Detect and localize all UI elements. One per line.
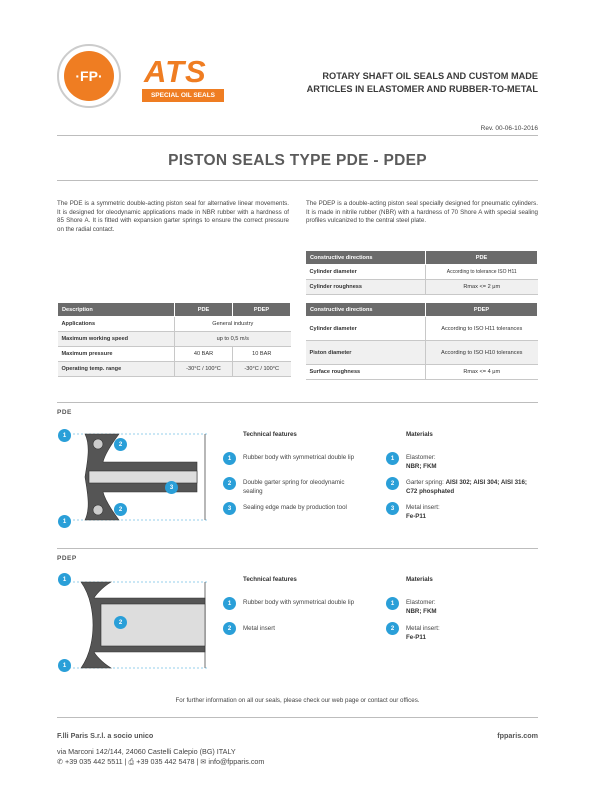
feature-number: 2 (223, 622, 236, 635)
table-header: Constructive directions (306, 303, 426, 317)
table-header: PDEP (426, 303, 538, 317)
material-label: Elastomer: (406, 454, 436, 461)
feature-text: Rubber body with symmetrical double lip (243, 454, 355, 461)
address: via Marconi 142/144, 24060 Castelli Calepio (BG) ITALY (57, 747, 236, 756)
pde-materials-title: Materials (406, 431, 433, 438)
ats-logo-subtitle: SPECIAL OIL SEALS (142, 89, 224, 102)
fax-icon: ⎙ (128, 757, 135, 766)
material-label: Metal insert: (406, 504, 440, 511)
table-header: PDE (175, 303, 233, 317)
contact-line: ✆ +39 035 442 5511 | ⎙ +39 035 442 5478 | ✉ info@fpparis.com (57, 757, 265, 766)
revision: Rev. 00-06-10-2016 (480, 125, 538, 132)
callout-marker: 2 (114, 616, 127, 629)
table-pdep-constructive (305, 302, 538, 380)
table-cell: Maximum pressure (58, 347, 175, 362)
material-label: Metal insert: (406, 625, 440, 632)
callout-marker: 3 (165, 481, 178, 494)
material-value: Fe-P11 (406, 512, 426, 520)
material-item (406, 599, 536, 616)
intro-pde: The PDE is a symmetric double-acting piston seal for alternative linear movements. It is designed for oleodynamic applications made in NBR rubber with a hardness of 85 Shore A. It is fitted with expansion garter springs to ensure the correct pressure on the radial contact. (57, 200, 289, 234)
material-item (406, 504, 536, 521)
table-cell: Maximum working speed (58, 332, 175, 347)
header-tagline-line2: ARTICLES IN ELASTOMER AND RUBBER-TO-METAL (306, 84, 538, 94)
footer-divider (57, 717, 538, 718)
pde-section-label: PDE (57, 409, 72, 416)
table-cell: Piston diameter (306, 341, 426, 365)
material-label: Garter spring: (406, 479, 444, 486)
mail-icon: ✉ (200, 757, 207, 766)
header-tagline-line1: ROTARY SHAFT OIL SEALS AND CUSTOM MADE (322, 71, 538, 81)
table-cell: Rmax <= 4 μm (426, 365, 538, 380)
feature-text: Sealing edge made by production tool (243, 504, 347, 511)
material-value: NBR; FKM (406, 607, 437, 615)
table-header: PDE (426, 251, 538, 265)
feature-text: Rubber body with symmetrical double lip (243, 599, 355, 606)
table-cell: -30°C / 100°C (175, 362, 233, 377)
fax-number: +39 035 442 5478 (136, 757, 195, 766)
feature-number: 2 (223, 477, 236, 490)
footer-address-block (57, 747, 264, 767)
table-header: Constructive directions (306, 251, 426, 265)
pdep-section-label: PDEP (57, 555, 77, 562)
material-number: 3 (386, 502, 399, 515)
table-cell: According to tolerance ISO H11 (426, 265, 538, 280)
pdep-materials-title: Materials (406, 576, 433, 583)
material-value: NBR; FKM (406, 462, 437, 470)
table-cell: 40 BAR (175, 347, 233, 362)
table-cell: Cylinder diameter (306, 265, 426, 280)
pde-drawing (57, 420, 217, 530)
feature-number: 3 (223, 502, 236, 515)
table-header: Description (58, 303, 175, 317)
page-title: PISTON SEALS TYPE PDE - PDEP (168, 152, 427, 169)
table-cell: -30°C / 100°C (233, 362, 291, 377)
header-divider (57, 135, 538, 136)
feature-text: Double garter spring for oleodynamic sealing (243, 479, 345, 495)
material-label: Elastomer: (406, 599, 436, 606)
table-cell: Surface roughness (306, 365, 426, 380)
feature-text: Metal insert (243, 625, 275, 632)
material-number: 1 (386, 597, 399, 610)
pdep-drawing (57, 568, 217, 678)
table-cell: Operating temp. range (58, 362, 175, 377)
callout-marker: 2 (114, 438, 127, 451)
table-cell: Applications (58, 317, 175, 332)
ats-logo (142, 48, 226, 106)
footer-note: For further information on all our seals, please check our web page or contact our offices. (175, 697, 420, 704)
material-item (406, 454, 536, 471)
callout-marker: 1 (58, 573, 71, 586)
material-item (406, 625, 536, 642)
callout-marker: 1 (58, 515, 71, 528)
feature-number: 1 (223, 452, 236, 465)
pde-features-title: Technical features (243, 431, 297, 438)
section-divider (57, 402, 538, 403)
phone-number: +39 035 442 5511 (65, 757, 123, 766)
material-number: 2 (386, 622, 399, 635)
material-value: Fe-P11 (406, 633, 426, 641)
company-name: F.lli Paris S.r.l. a socio unico (57, 731, 154, 740)
material-number: 2 (386, 477, 399, 490)
table-cell: According to ISO H10 tolerances (426, 341, 538, 365)
material-item (406, 479, 536, 496)
table-cell: Rmax <= 2 μm (426, 280, 538, 295)
table-cell: 10 BAR (233, 347, 291, 362)
ats-logo-text: ATS (144, 54, 207, 89)
table-cell: up to 0,5 m/s (175, 332, 291, 347)
feature-number: 1 (223, 597, 236, 610)
table-cell: According to ISO H11 tolerances (426, 317, 538, 341)
table-cell: Cylinder roughness (306, 280, 426, 295)
website-link[interactable]: fpparis.com (497, 731, 538, 740)
title-divider (57, 180, 538, 181)
table-header: PDEP (233, 303, 291, 317)
fp-logo (57, 44, 121, 108)
table-cell: General industry (175, 317, 291, 332)
table-pde-constructive (305, 250, 538, 295)
pdep-features-title: Technical features (243, 576, 297, 583)
callout-marker: 1 (58, 659, 71, 672)
material-value: AISI 302; AISI 304; AISI 316; C72 phosphated (406, 479, 527, 495)
fp-logo-text: ·FP· (64, 51, 114, 101)
section-divider (57, 548, 538, 549)
callout-marker: 1 (58, 429, 71, 442)
phone-icon: ✆ (57, 757, 64, 766)
email-link[interactable]: info@fpparis.com (208, 757, 265, 766)
table-description (57, 302, 291, 377)
material-number: 1 (386, 452, 399, 465)
table-cell: Cylinder diameter (306, 317, 426, 341)
header-tagline (248, 70, 538, 96)
callout-marker: 2 (114, 503, 127, 516)
intro-pdep: The PDEP is a double-acting piston seal specially designed for pneumatic cylinders. It is made in nitrile rubber (NBR) with a hardness of 70 Shore A with special sealing profiles vulcanized to the central steel plate. (306, 200, 538, 225)
